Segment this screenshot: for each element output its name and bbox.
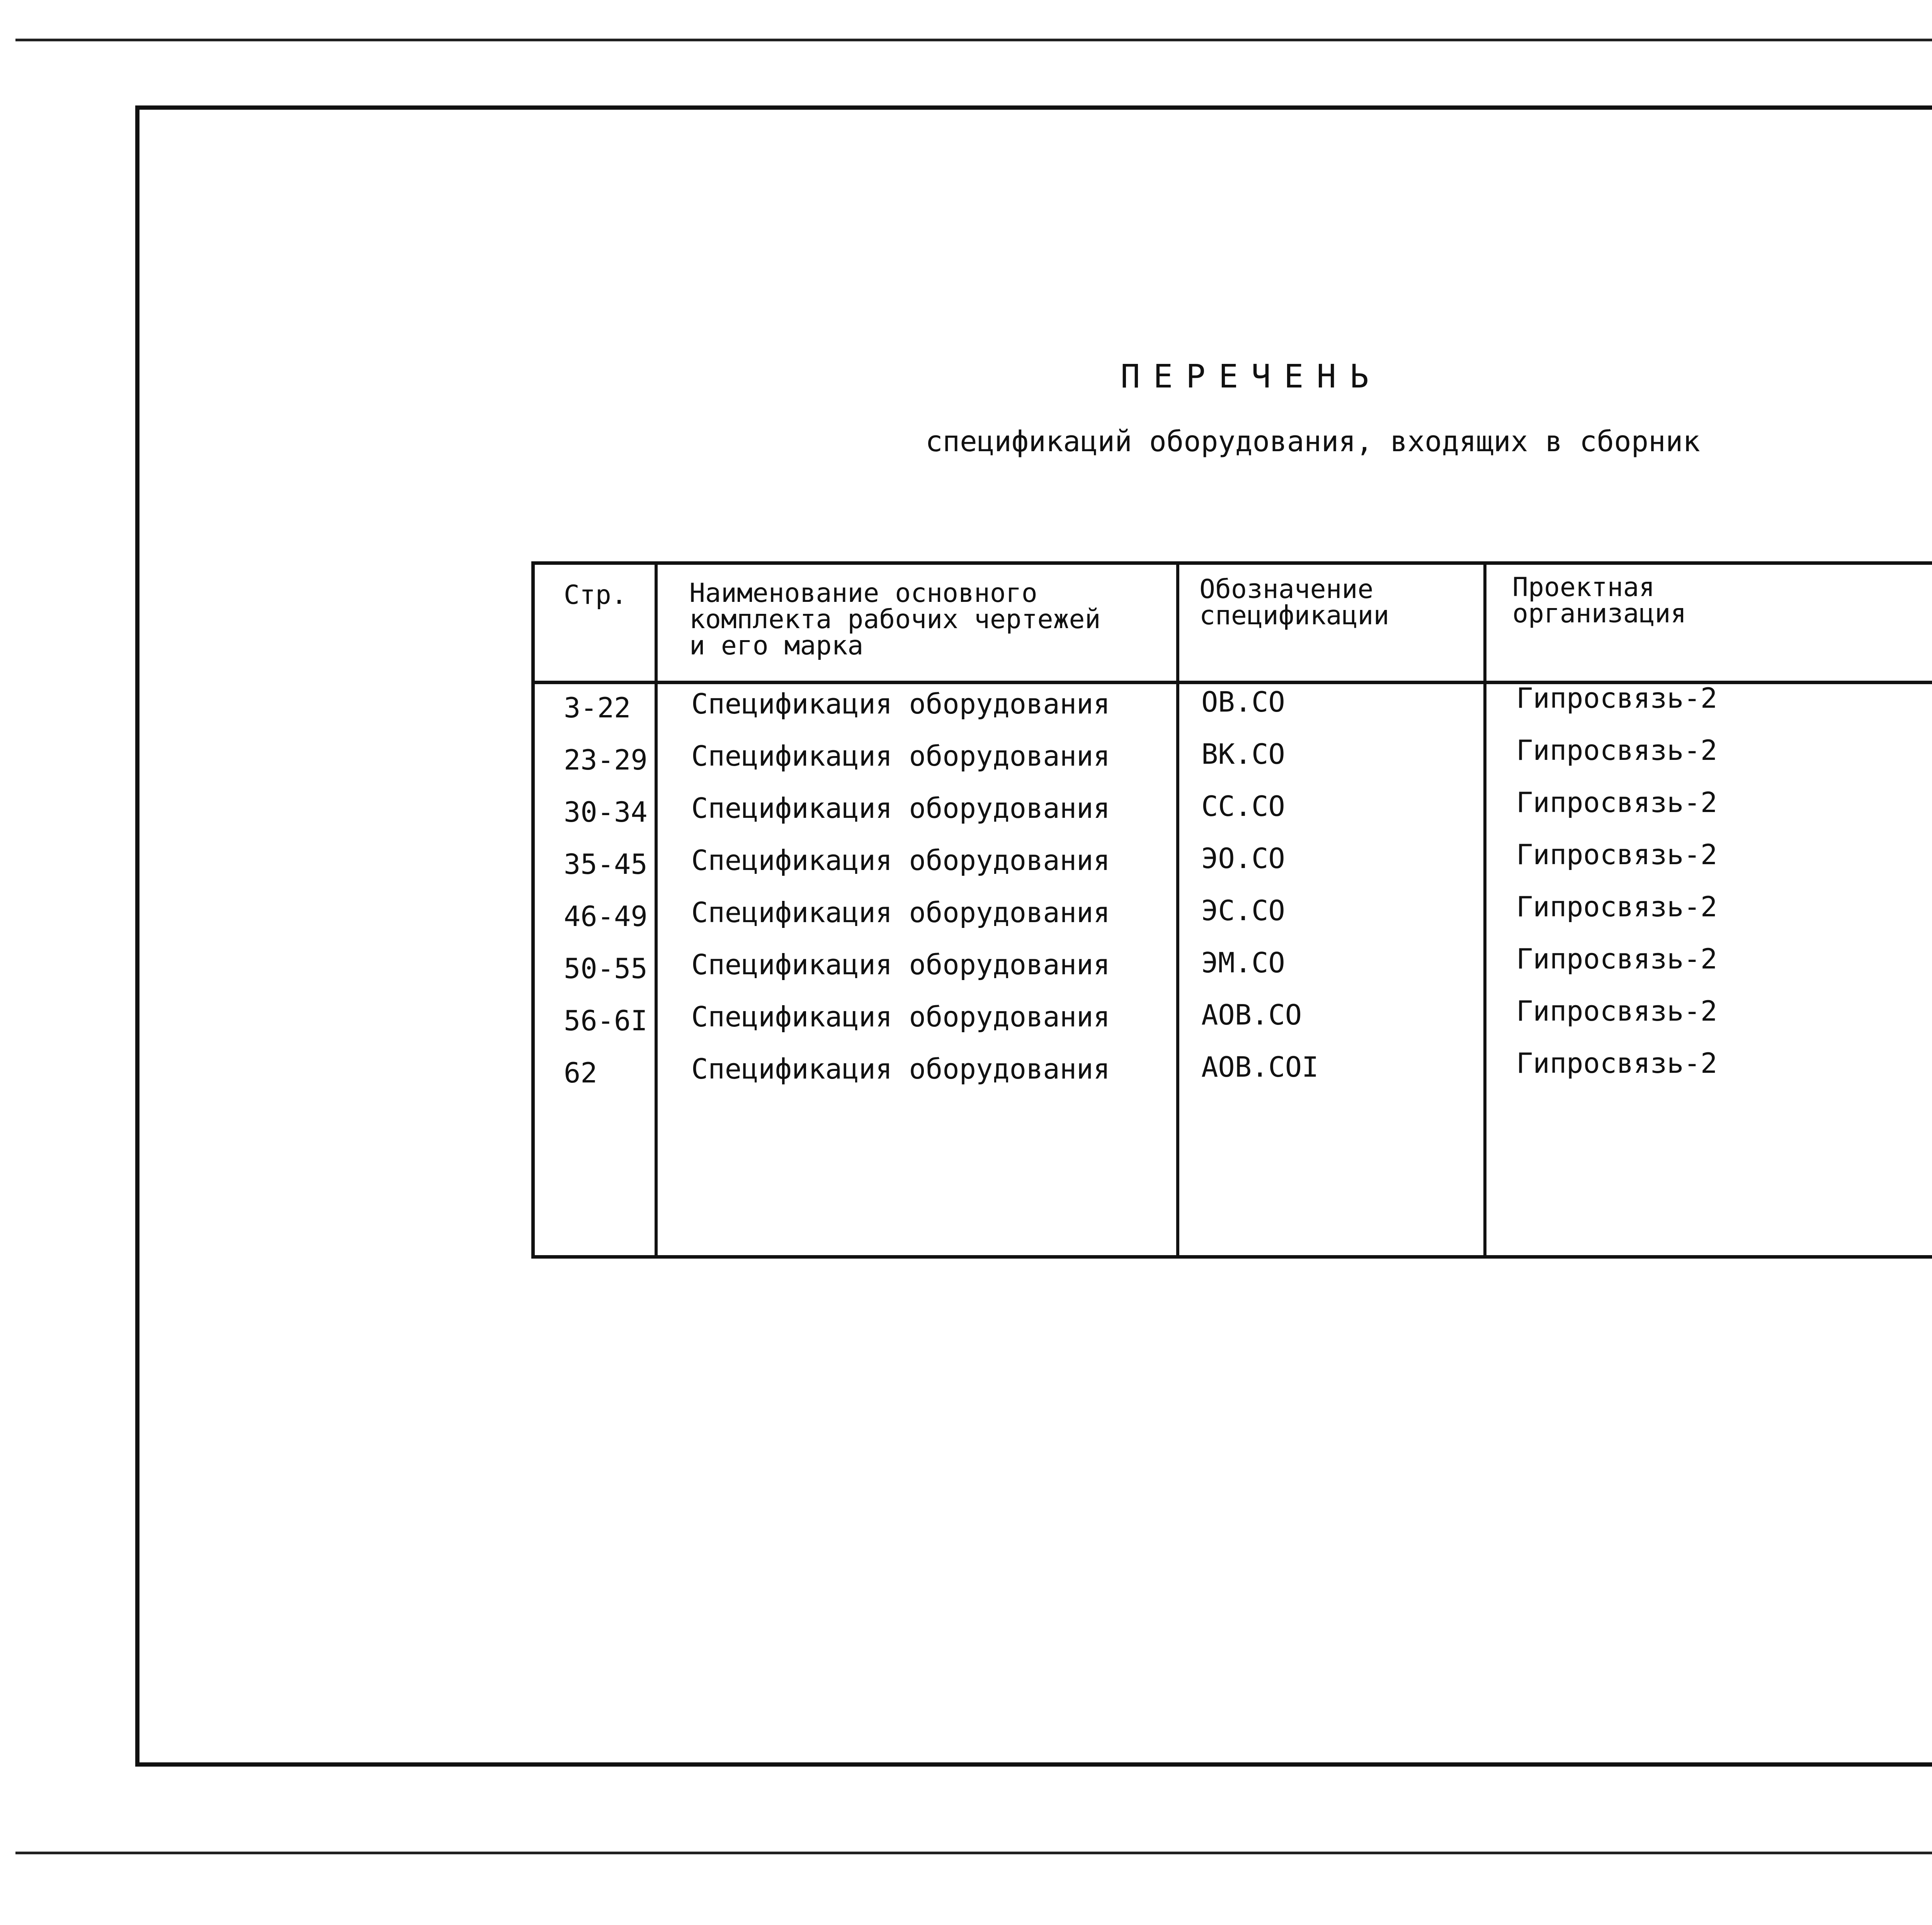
column-separator (1483, 565, 1486, 1255)
row-8-name: Спецификация оборудования (691, 1053, 1110, 1085)
row-7-designation: АОВ.СО (1201, 999, 1302, 1031)
row-3-pages: 30-34 (564, 796, 648, 828)
row-1-designation: ОВ.СО (1201, 686, 1285, 718)
row-4-organization: Гипросвязь-2 (1516, 838, 1718, 871)
header-designation-line-1: Обозначение (1199, 574, 1374, 605)
row-8-designation: АОВ.СОI (1201, 1051, 1319, 1083)
row-1-name: Спецификация оборудования (691, 688, 1110, 720)
row-2-name: Спецификация оборудования (691, 740, 1110, 772)
header-organization-line-1: Проектная (1512, 572, 1655, 603)
row-1-organization: Гипросвязь-2 (1516, 682, 1718, 714)
row-2-pages: 23-29 (564, 744, 648, 776)
row-5-designation: ЭС.СО (1201, 894, 1285, 927)
row-5-organization: Гипросвязь-2 (1516, 890, 1718, 923)
row-2-organization: Гипросвязь-2 (1516, 734, 1718, 766)
header-designation-line-2: спецификации (1199, 600, 1389, 631)
header-set-name-line-1: Наименование основного (689, 578, 1037, 608)
row-8-organization: Гипросвязь-2 (1516, 1047, 1718, 1079)
row-8-pages: 62 (564, 1057, 597, 1089)
row-3-name: Спецификация оборудования (691, 792, 1110, 824)
row-6-organization: Гипросвязь-2 (1516, 943, 1718, 975)
column-separator (1176, 565, 1179, 1255)
header-organization-line-2: организация (1512, 598, 1687, 629)
specification-table (531, 561, 1932, 1259)
header-page-label: Стр. (564, 580, 627, 610)
row-4-name: Спецификация оборудования (691, 844, 1110, 877)
row-2-designation: ВК.СО (1201, 738, 1285, 770)
row-6-pages: 50-55 (564, 952, 648, 985)
row-6-name: Спецификация оборудования (691, 948, 1110, 981)
row-3-organization: Гипросвязь-2 (1516, 786, 1718, 819)
header-separator (535, 681, 1932, 684)
row-4-designation: ЭО.СО (1201, 842, 1285, 875)
row-4-pages: 35-45 (564, 848, 648, 880)
row-7-pages: 56-6I (564, 1004, 648, 1037)
header-set-name-line-3: и его марка (689, 630, 864, 661)
document-subtitle: спецификаций оборудования, входящих в сборник (925, 425, 1700, 458)
row-5-pages: 46-49 (564, 900, 648, 933)
row-7-organization: Гипросвязь-2 (1516, 995, 1718, 1027)
row-7-name: Спецификация оборудования (691, 1001, 1110, 1033)
document-title: ПЕРЕЧЕНЬ (1121, 357, 1382, 395)
row-6-designation: ЭМ.СО (1201, 946, 1285, 979)
row-5-name: Спецификация оборудования (691, 896, 1110, 929)
row-3-designation: СС.СО (1201, 790, 1285, 822)
row-1-pages: 3-22 (564, 692, 631, 724)
header-set-name-line-2: комплекта рабочих чертежей (689, 604, 1101, 635)
column-separator (655, 565, 658, 1255)
